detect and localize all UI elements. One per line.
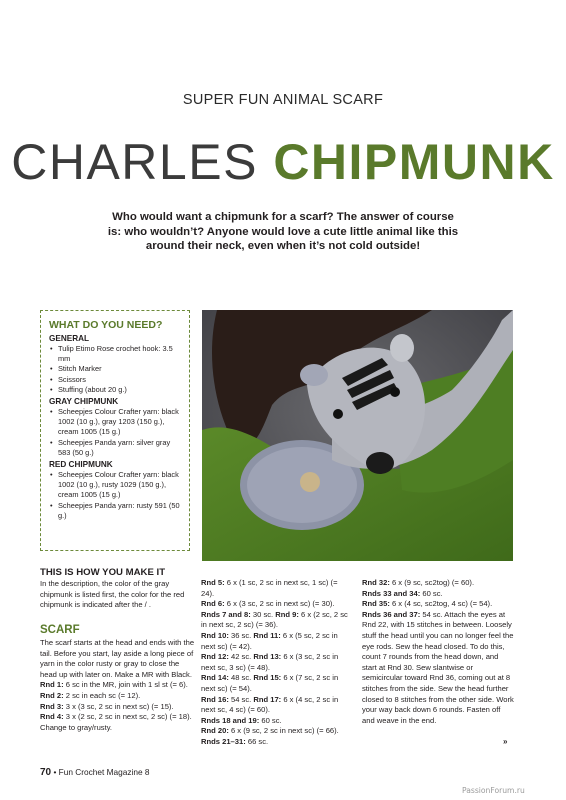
gray-chipmunk-heading: GRAY CHIPMUNK: [49, 397, 119, 407]
continue-arrow: »: [503, 737, 508, 746]
title-second-word: CHIPMUNK: [273, 134, 555, 190]
scarf-instructions-col3: [362, 578, 514, 726]
list-item: • Scheepjes Colour Crafter yarn: black 1002 (10 g.), rusty 1029 (150 g.), cream 1005 (15 g.): [49, 470, 183, 501]
materials-heading: WHAT DO YOU NEED?: [49, 319, 163, 331]
magazine-name: Fun Crochet Magazine 8: [58, 767, 150, 777]
page-footer: [40, 767, 150, 778]
scarf-heading: SCARF: [40, 624, 80, 636]
intro-paragraph: Who would want a chipmunk for a scarf? The answer of course is: who wouldn’t? Anyone would love a cute little animal like this around their neck, even when it’s not cold outside!: [107, 211, 459, 252]
round-line: Rnd 3: 3 x (3 sc, 2 sc in next sc) (= 15).: [40, 701, 174, 711]
round-line: Rnd 6: 6 x (3 sc, 2 sc in next sc) (= 30).: [201, 599, 335, 609]
scarf-instructions-col2: [201, 578, 351, 748]
red-list: [49, 470, 183, 521]
round-line: Rnds 18 and 19: 60 sc.: [201, 715, 282, 725]
section-kicker: SUPER FUN ANIMAL SCARF: [182, 92, 384, 108]
round-line: Rnd 4: 3 x (2 sc, 2 sc in next sc, 2 sc) (= 18). Change to gray/rusty.: [40, 712, 192, 732]
howto-heading: THIS IS HOW YOU MAKE IT: [40, 567, 166, 578]
red-chipmunk-heading: RED CHIPMUNK: [49, 460, 113, 470]
round-line: Rnd 10: 36 sc. Rnd 11: 6 x (5 sc, 2 sc in next sc) (= 42).: [201, 630, 338, 651]
title-first-word: CHARLES: [11, 134, 258, 190]
round-line: Rnd 20: 6 x (9 sc, 2 sc in next sc) (= 66).: [201, 726, 339, 736]
round-line: Rnd 14: 48 sc. Rnd 15: 6 x (7 sc, 2 sc in next sc) (= 54).: [201, 673, 339, 693]
round-line: Rnds 21–31: 66 sc.: [201, 736, 269, 746]
round-line: Rnd 16: 54 sc. Rnd 17: 6 x (4 sc, 2 sc in next sc, 4 sc) (= 60).: [201, 694, 339, 715]
round-line: Rnd 12: 42 sc. Rnd 13: 6 x (3 sc, 2 sc in next sc, 3 sc) (= 48).: [201, 652, 339, 672]
list-item: • Scheepjes Colour Crafter yarn: black 1002 (10 g.), gray 1203 (150 g.), cream 1005 (15 g.): [49, 407, 183, 438]
round-line: Rnd 5: 6 x (1 sc, 2 sc in next sc, 1 sc) (= 24).: [201, 578, 338, 598]
page-title: [0, 132, 566, 192]
general-list: [49, 344, 183, 395]
scarf-intro: The scarf starts at the head and ends with the tail. Before you start, lay aside a long piece of yarn in the color rusty or gray to close the head up with later on. Make a MR with Black.: [40, 638, 195, 679]
materials-box: [40, 310, 190, 551]
round-line: Rnds 33 and 34: 60 sc.: [362, 588, 443, 598]
page-number: 70: [40, 767, 52, 778]
list-item: • Stitch Marker: [49, 364, 183, 374]
photo-illustration: [202, 310, 513, 561]
list-item: • Scheepjes Panda yarn: silver gray 583 (50 g.): [49, 438, 183, 458]
list-item: • Scheepjes Panda yarn: rusty 591 (50 g.): [49, 501, 183, 521]
general-heading: GENERAL: [49, 334, 90, 343]
howto-text: In the description, the color of the gray chipmunk is listed first, the color for the red chipmunk is indicated after the / .: [40, 579, 185, 610]
list-item: • Stuffing (about 20 g.): [49, 385, 183, 395]
scarf-instructions-col1: [40, 638, 195, 733]
round-line: Rnd 32: 6 x (9 sc, sc2tog) (= 60).: [362, 578, 475, 587]
round-line: Rnds 7 and 8: 30 sc. Rnd 9: 6 x (2 sc, 2 sc in next sc, 2 sc) (= 36).: [201, 609, 348, 630]
gray-list: [49, 407, 183, 458]
footer-bullet: •: [53, 767, 57, 777]
watermark: PassionForum.ru: [462, 786, 525, 795]
list-item: • Scissors: [49, 375, 183, 385]
list-item: • Tulip Etimo Rose crochet hook: 3.5 mm: [49, 344, 183, 364]
round-line: Rnd 35: 6 x (4 sc, sc2tog, 4 sc) (= 54).: [362, 599, 493, 609]
chipmunk-scarf-photo: [202, 310, 513, 561]
round-line: Rnds 36 and 37: 54 sc. Attach the eyes at Rnd 22, with 15 stitches in between. Loosely stuff the head until you can no longer feel the eye rods. Sew the head closed. To do this, count 7 rounds from the head down, and start at Rnd 30. Sew slantwise or semicircular toward Rnd 36, coming out at 8 stitches from the side. Sew the head further closed to 8 stitches from the other side. Work your way back down 6 rounds. Fasten off and weave in the end.: [362, 609, 514, 725]
round-line: Rnd 1: 6 sc in the MR, join with 1 sl st (= 6).: [40, 680, 188, 690]
round-line: Rnd 2: 2 sc in each sc (= 12).: [40, 690, 141, 700]
